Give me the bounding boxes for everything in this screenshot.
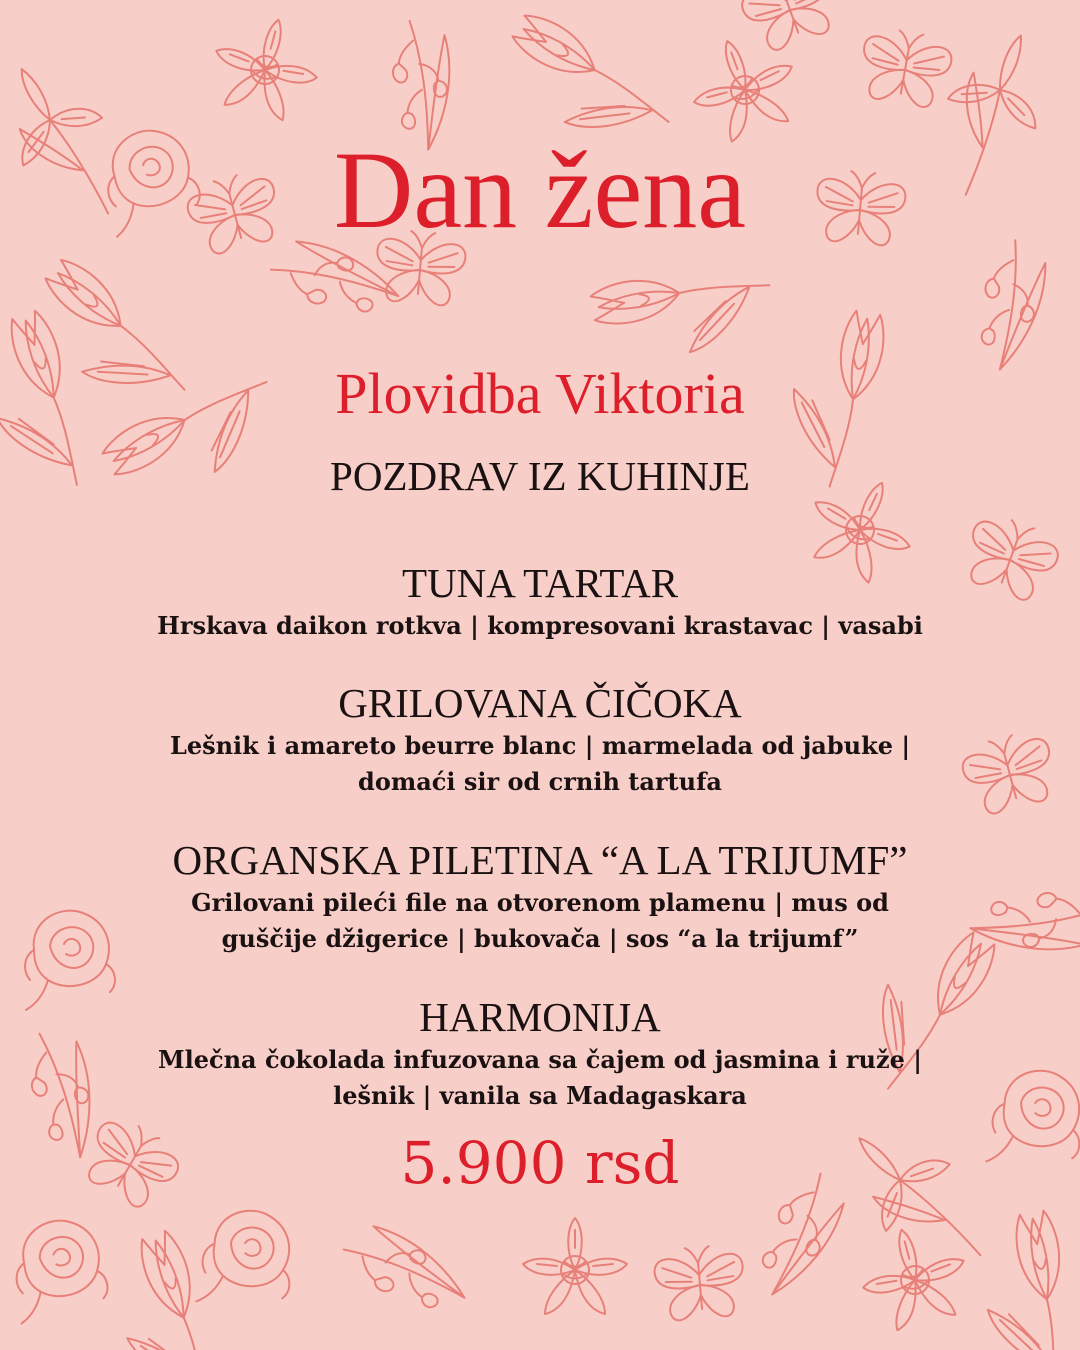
- page-title: Dan žena: [333, 129, 747, 251]
- course-description: Lešnik i amareto beurre blanc | marmelada od jabuke |: [169, 731, 911, 760]
- course-description: lešnik | vanila sa Madagaskara: [333, 1081, 747, 1110]
- course-description: Grilovani pileći file na otvorenom plamenu | mus od: [191, 888, 889, 917]
- course-description: Hrskava daikon rotkva | kompresovani krastavac | vasabi: [157, 611, 923, 640]
- course-description: Mlečna čokolada infuzovana sa čajem od jasmina i ruže |: [158, 1045, 922, 1074]
- course-name: ORGANSKA PILETINA “A LA TRIJUMF”: [172, 837, 908, 883]
- menu-course-3: [90, 837, 990, 957]
- greeting-heading: POZDRAV IZ KUHINJE: [330, 453, 750, 499]
- menu-course-4: [90, 994, 990, 1114]
- menu-course-1: [90, 560, 990, 644]
- menu-price: 5.900 rsd: [400, 1129, 680, 1197]
- course-name: GRILOVANA ČIČOKA: [338, 680, 742, 726]
- course-name: TUNA TARTAR: [401, 560, 679, 606]
- course-description: guščije džigerice | bukovača | sos “a la trijumf”: [221, 924, 859, 953]
- menu-course-2: [90, 680, 990, 800]
- course-description: domaći sir od crnih tartufa: [358, 767, 722, 796]
- course-name: HARMONIJA: [419, 994, 661, 1040]
- venue-subtitle: Plovidba Viktoria: [335, 361, 745, 426]
